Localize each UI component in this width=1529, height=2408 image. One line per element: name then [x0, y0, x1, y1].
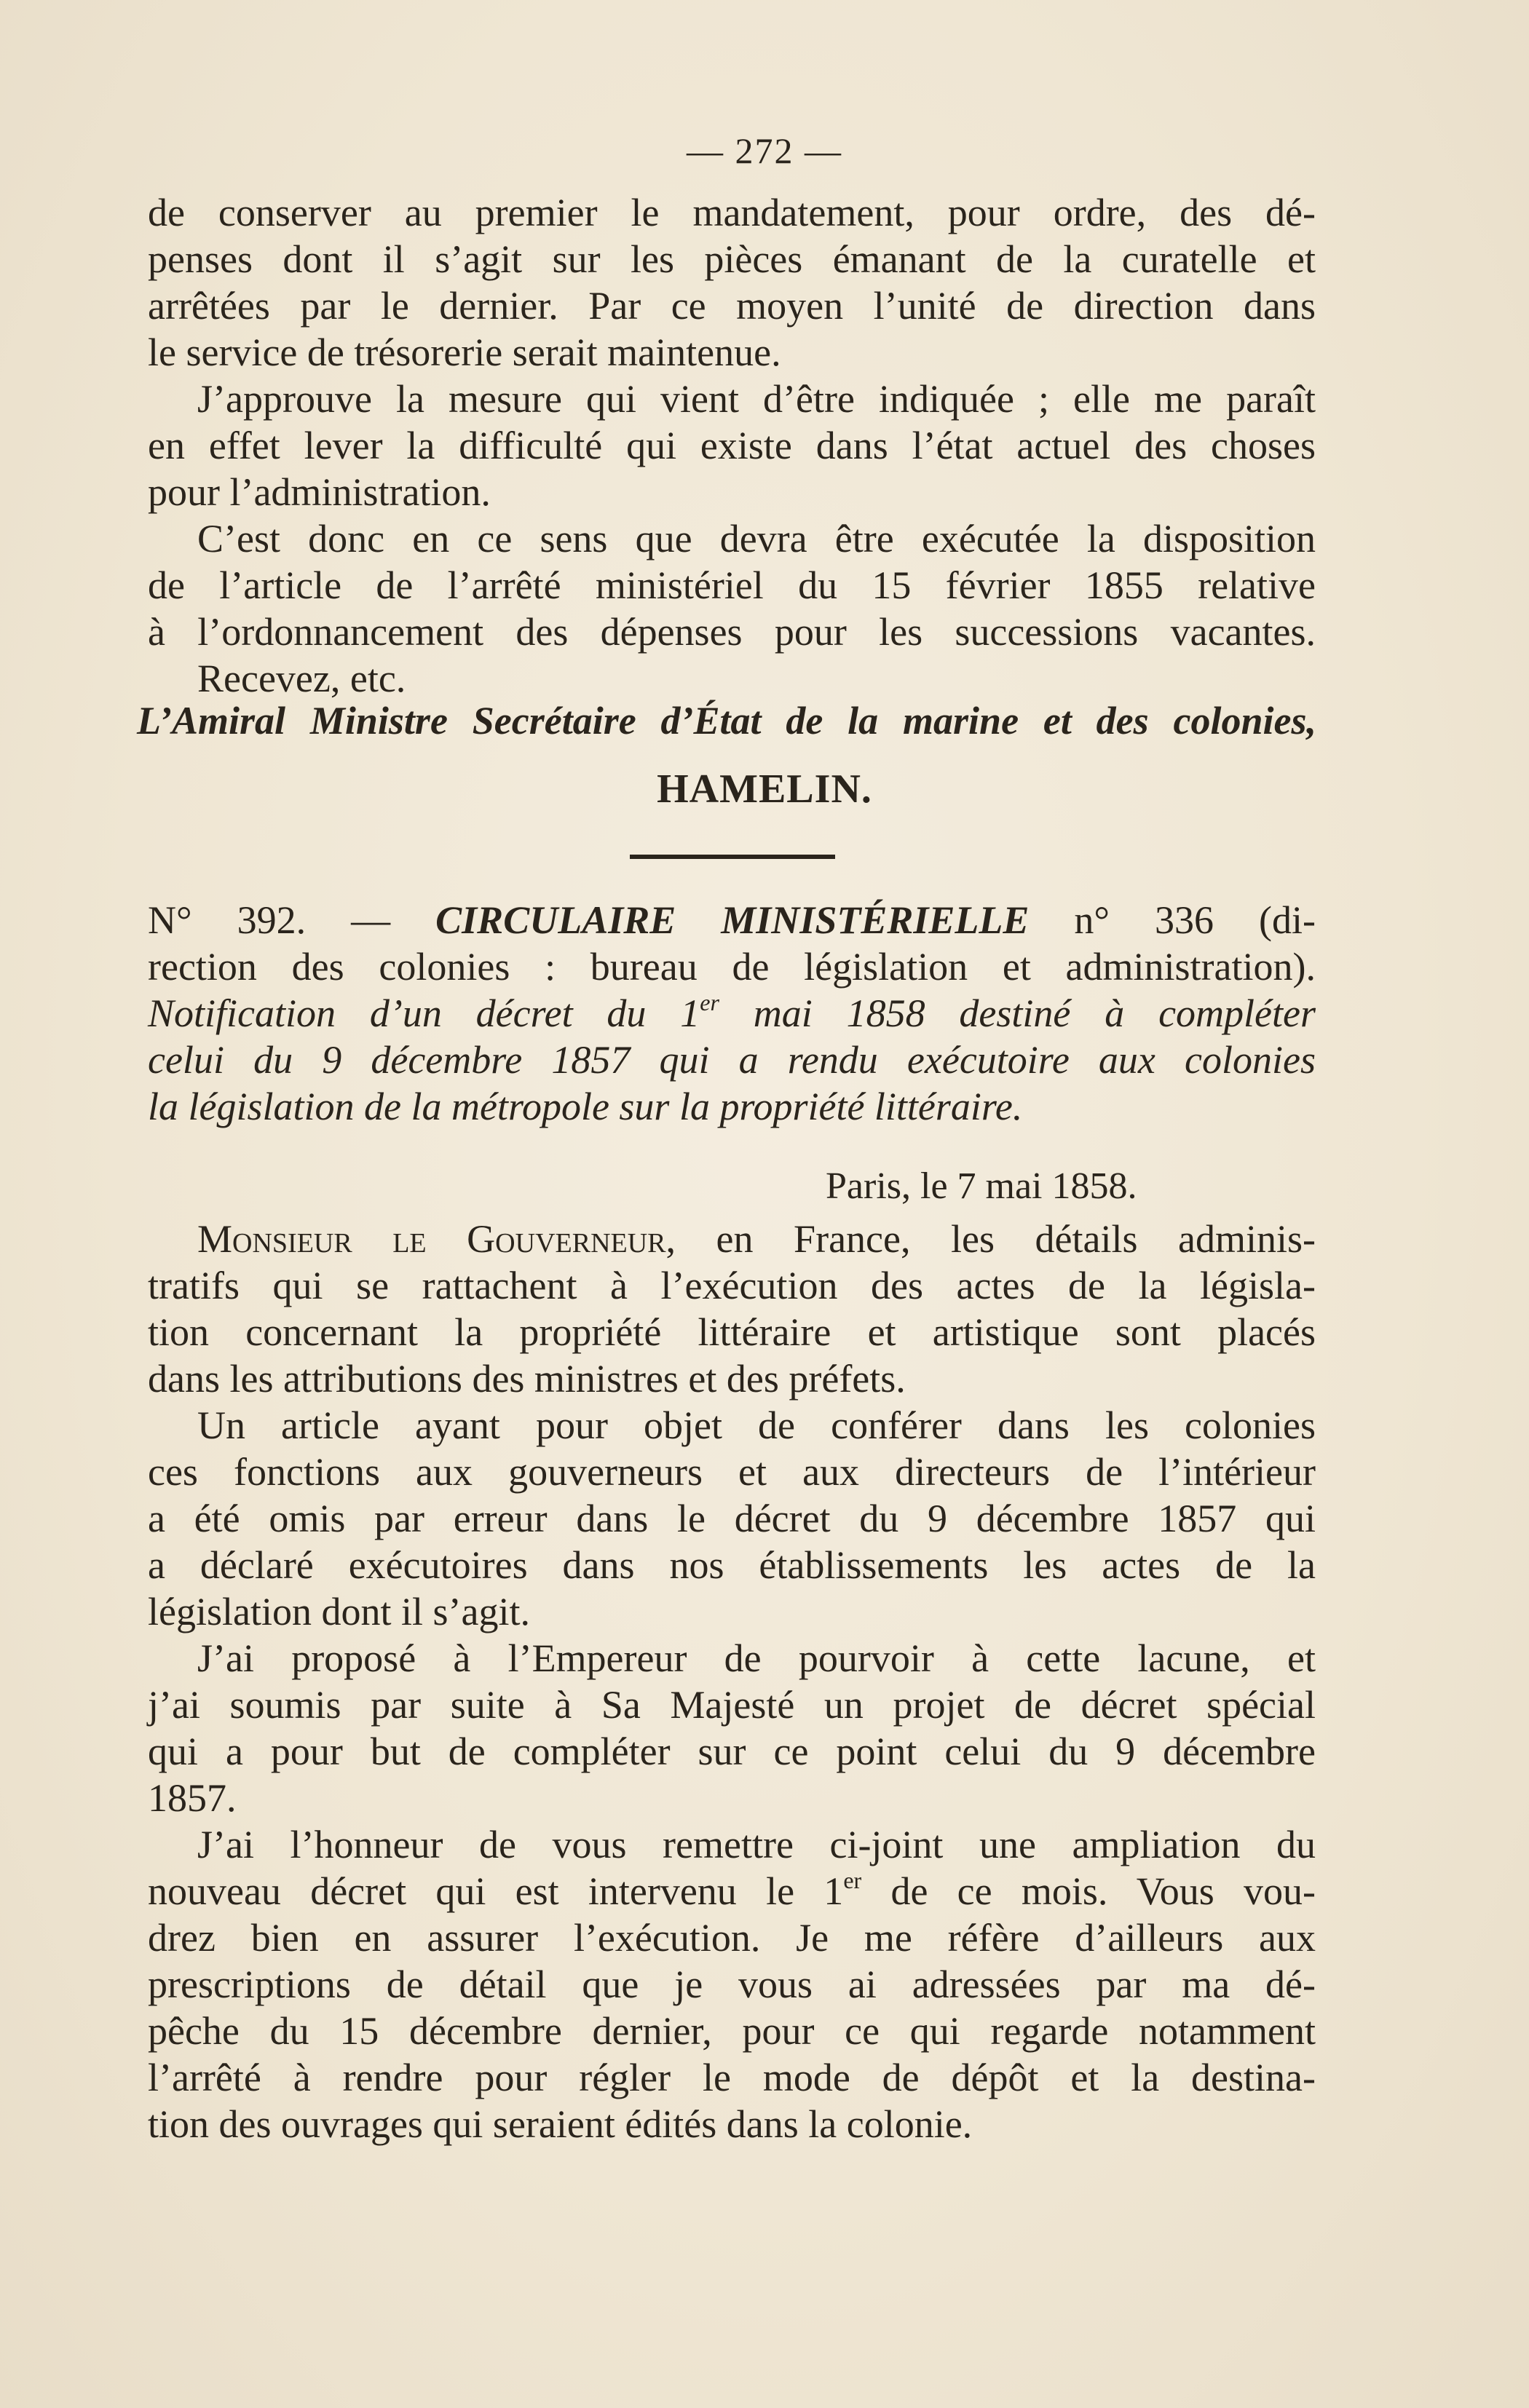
superscript: er [700, 989, 719, 1015]
text-line: en effet lever la difficulté qui existe dans l’état actuel des choses [148, 424, 1316, 467]
text-line: arrêtées par le dernier. Par ce moyen l’unité de direction dans [148, 284, 1316, 328]
body-text-continued [148, 189, 1316, 702]
superscript: er [843, 1867, 862, 1893]
text-line: le service de trésorerie serait maintenue. [148, 330, 781, 374]
text-line: J’ai l’honneur de vous remettre ci-joint une ampliation du [197, 1823, 1316, 1866]
heading-line: la législation de la métropole sur la propriété littéraire. [148, 1085, 1023, 1128]
text-line: a été omis par erreur dans le décret du 9 décembre 1857 qui [148, 1497, 1316, 1540]
text-line: dans les attributions des ministres et des préfets. [148, 1357, 906, 1401]
page-number: — 272 — [687, 130, 842, 171]
text-fragment: , en France, les détails adminis- [665, 1217, 1316, 1261]
text-line: J’approuve la mesure qui vient d’être indiquée ; elle me paraît [197, 377, 1316, 421]
circular-heading [148, 897, 1316, 1130]
text-fragment: nouveau décret qui est intervenu le 1 [148, 1869, 844, 1913]
text-line: C’est donc en ce sens que devra être exécutée la disposition [197, 517, 1316, 561]
heading-line [148, 897, 1316, 943]
text-line: J’ai proposé à l’Empereur de pourvoir à cette lacune, et [197, 1636, 1316, 1680]
circular-title: CIRCULAIRE MINISTÉRIELLE [435, 898, 1030, 942]
text-line: de l’article de l’arrêté ministériel du 15 février 1855 relative [148, 563, 1316, 607]
text-line: de conserver au premier le mandatement, pour ordre, des dé- [148, 191, 1316, 234]
heading-fragment: mai 1858 destiné à compléter [719, 991, 1316, 1035]
signature-name: HAMELIN. [657, 767, 872, 812]
section-divider [630, 855, 835, 859]
text-line: a déclaré exécutoires dans nos établissements les actes de la [148, 1543, 1316, 1587]
heading-line [148, 990, 1316, 1037]
text-line: législation dont il s’agit. [148, 1590, 530, 1633]
text-line: ces fonctions aux gouverneurs et aux directeurs de l’intérieur [148, 1450, 1316, 1494]
dateline: Paris, le 7 mai 1858. [826, 1165, 1137, 1207]
text-line: à l’ordonnancement des dépenses pour les successions vacantes. [148, 610, 1316, 654]
text-line [148, 1216, 1316, 1262]
heading-line: rection des colonies : bureau de législation et administration). [148, 945, 1316, 989]
text-line: tion concernant la propriété littéraire et artistique sont placés [148, 1310, 1316, 1354]
heading-rest: n° 336 (di- [1074, 898, 1316, 942]
circular-body [148, 1216, 1316, 2147]
text-line: Recevez, etc. [197, 657, 406, 700]
text-line: tratifs qui se rattachent à l’exécution des actes de la législa- [148, 1264, 1316, 1307]
text-line: Un article ayant pour objet de conférer dans les colonies [197, 1403, 1316, 1447]
text-line: qui a pour but de compléter sur ce point celui du 9 décembre [148, 1730, 1316, 1773]
text-line [148, 1868, 1316, 1914]
text-fragment: de ce mois. Vous vou- [861, 1869, 1316, 1913]
circular-number: N° 392. — [148, 898, 391, 942]
signature-title: L’Amiral Ministre Secrétaire d’État de la marine et des colonies, [137, 699, 1316, 742]
text-line: 1857. [148, 1776, 237, 1820]
text-line: j’ai soumis par suite à Sa Majesté un projet de décret spécial [148, 1683, 1316, 1727]
heading-fragment: Notification d’un décret du 1 [148, 991, 700, 1035]
salutation: Monsieur le Gouverneur [197, 1217, 666, 1261]
text-line: pêche du 15 décembre dernier, pour ce qui regarde notamment [148, 2009, 1316, 2053]
text-line: prescriptions de détail que je vous ai adressées par ma dé- [148, 1963, 1316, 2006]
heading-line: celui du 9 décembre 1857 qui a rendu exécutoire aux colonies [148, 1038, 1316, 1082]
text-line: penses dont il s’agit sur les pièces émanant de la curatelle et [148, 237, 1316, 281]
text-line: drez bien en assurer l’exécution. Je me réfère d’ailleurs aux [148, 1916, 1316, 1960]
text-line: l’arrêté à rendre pour régler le mode de dépôt et la destina- [148, 2056, 1316, 2099]
text-line: pour l’administration. [148, 470, 491, 514]
text-line: tion des ouvrages qui seraient édités dans la colonie. [148, 2102, 973, 2146]
